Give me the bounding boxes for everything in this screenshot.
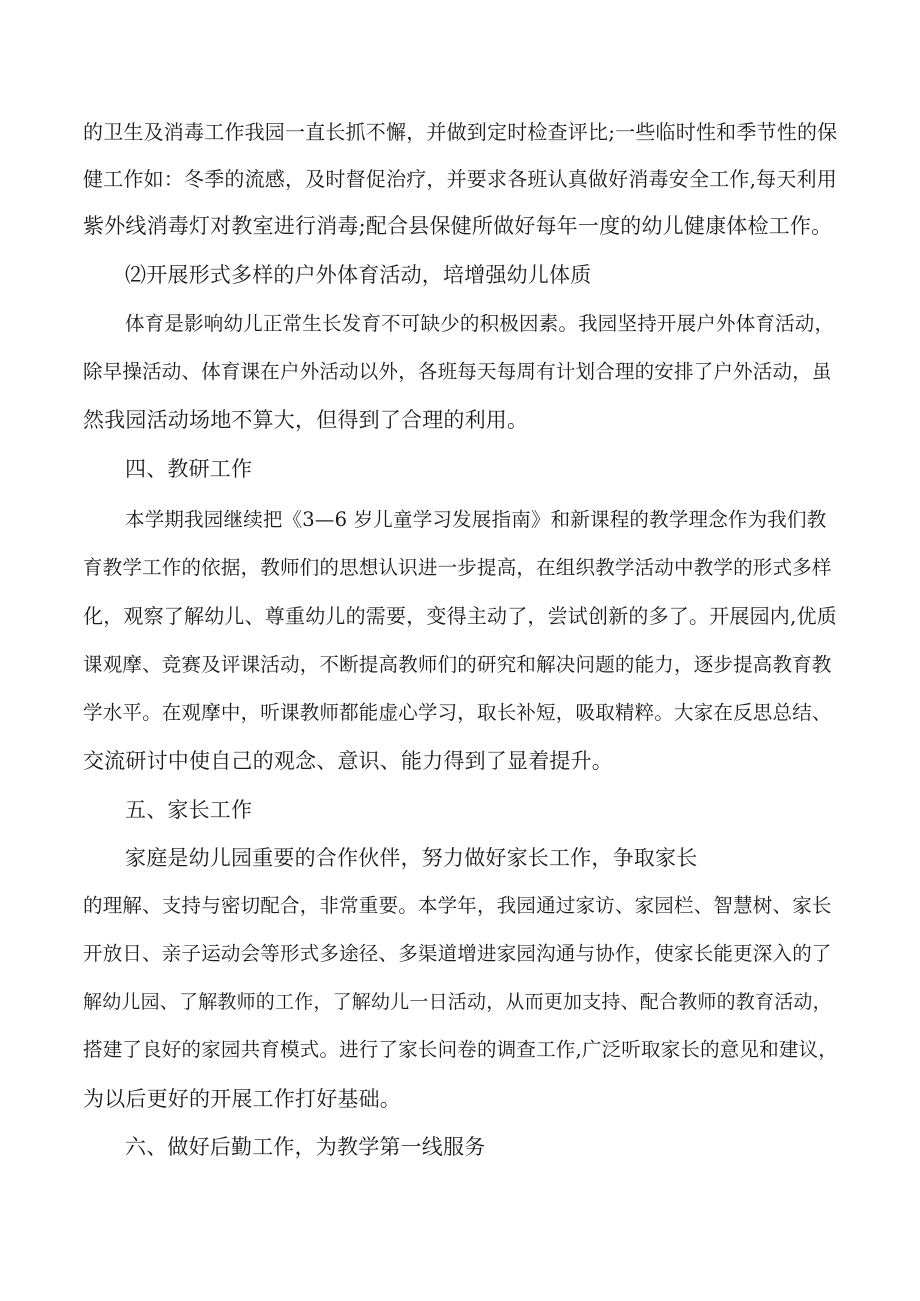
body-text-line: 除早操活动、体育课在户外活动以外，各班每天每周有计划合理的安排了户外活动，虽 (83, 360, 832, 383)
body-text-line: 的卫生及消毒工作我园一直长抓不懈，并做到定时检查评比;一些临时性和季节性的保 (83, 120, 838, 144)
body-text-line: 育教学工作的依据，教师们的思想认识进一步提高，在组织教学活动中教学的形式多样 (83, 556, 832, 579)
body-text-line: 交流研讨中使自己的观念、意识、能力得到了显着提升。 (83, 749, 613, 773)
body-text-line: 解幼儿园、了解教师的工作，了解幼儿一日活动，从而更加支持、配合教师的教育活动， (83, 991, 832, 1013)
body-text-line: 搭建了良好的家园共育模式。进行了家长问卷的调查工作,广泛听取家长的意见和建议， (83, 1038, 838, 1061)
body-text-line: 的理解、支持与密切配合，非常重要。本学年，我园通过家访、家园栏、智慧树、家长 (83, 894, 832, 917)
section-heading: 四、教研工作 (125, 457, 253, 481)
body-text-line: 家庭是幼儿园重要的合作伙伴，努力做好家长工作，争取家长 (125, 846, 698, 870)
body-text-line: 本学期我园继续把《3—6 岁儿童学习发展指南》和新课程的教学理念作为我们教 (125, 508, 827, 531)
body-text-line: 紫外线消毒灯对教室进行消毒;配合县保健所做好每年一度的幼儿健康体检工作。 (83, 214, 833, 238)
body-text-line: 为以后更好的开展工作打好基础。 (83, 1087, 401, 1111)
body-text-line: 健工作如：冬季的流感，及时督促治疗，并要求各班认真做好消毒安全工作,每天利用 (83, 167, 837, 191)
body-text-line: 开放日、亲子运动会等形式多途径、多渠道增进家园沟通与协作，使家长能更深入的了 (83, 942, 832, 965)
subsection-heading: ⑵开展形式多样的户外体育活动，培增强幼儿体质 (125, 263, 592, 287)
body-text-line: 学水平。在观摩中，听课教师都能虚心学习，取长补短，吸取精粹。大家在反思总结、 (83, 701, 832, 724)
body-text-line: 然我园活动场地不算大，但得到了合理的利用。 (83, 408, 529, 432)
body-text-line: 体育是影响幼儿正常生长发育不可缺少的积极因素。我园坚持开展户外体育活动， (125, 312, 835, 335)
body-text-line: 化，观察了解幼儿、尊重幼儿的需要，变得主动了，尝试创新的多了。开展园内,优质 (83, 604, 837, 628)
section-heading: 六、做好后勤工作，为教学第一线服务 (125, 1135, 486, 1159)
body-text-line: 课观摩、竞赛及评课活动，不断提高教师们的研究和解决问题的能力，逐步提高教育教 (83, 653, 832, 676)
section-heading: 五、家长工作 (125, 798, 253, 822)
